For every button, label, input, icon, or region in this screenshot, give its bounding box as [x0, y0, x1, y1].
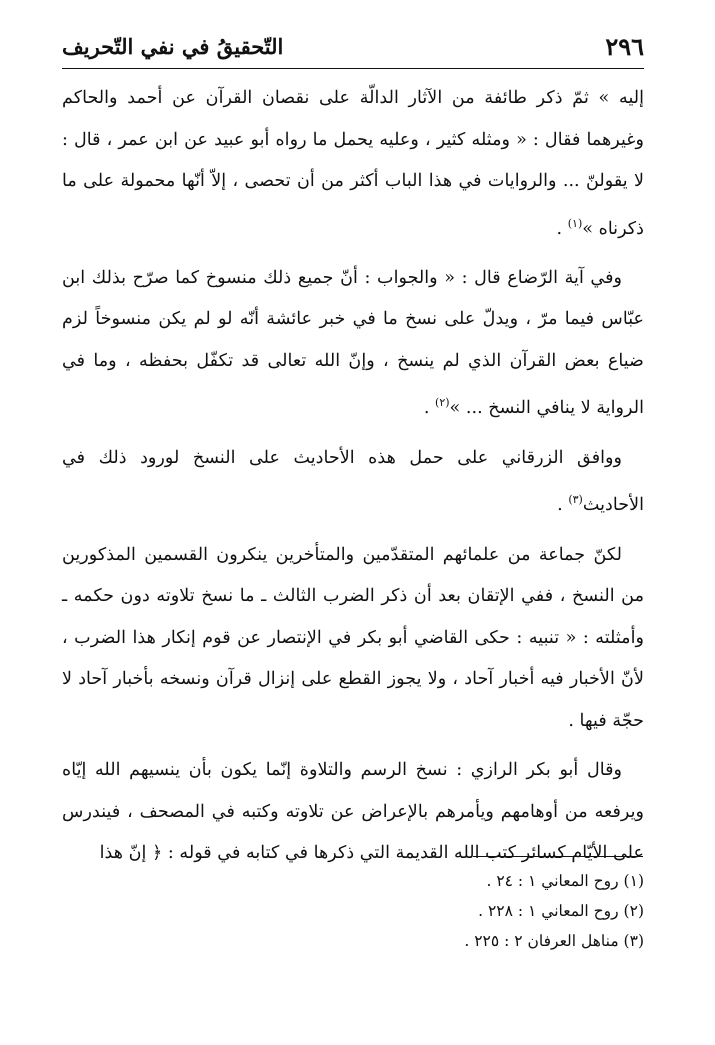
footnotes — [62, 866, 644, 956]
paragraph: لكنّ جماعة من علمائهم المتقدّمين والمتأخرين ينكرون القسمين المذكورين من النسخ ، ففي الإتقان بعد أن ذكر الضرب الثالث ـ ما نسخ تلاوته دون حكمه ـ وأمثلته : « تنبيه : حكى القاضي أبو بكر في الإنتصار عن قوم إنكار هذا الضرب ، لأنّ الأخبار فيه أخبار آحاد ، ولا يجوز القطع على إنزال قرآن ونسخه بأخبار آحاد لا حجّة فيها . — [62, 544, 644, 731]
footnote: (١) روح المعاني ١ : ٢٤ . — [486, 872, 644, 890]
paragraph: وفي آية الرّضاع قال : « والجواب : أنّ جميع ذلك منسوخ كما صرّح بذلك ابن عبّاس فيما مرّ ، ويدلّ على نسخ ما في خبر عائشة أنّه لو لم يكن منسوخاً لزم ضياع بعض القرآن الذي لم ينسخ ، وإنّ الله تعالى قد تكفّل بحفظه ، وما في الرواية لا ينافي النسخ ... »$^{(٢)}$ . — [62, 267, 644, 419]
page-number: ٢٩٦ — [605, 32, 644, 61]
main-text — [62, 78, 644, 875]
footnote: (٢) روح المعاني ١ : ٢٢٨ . — [478, 902, 644, 920]
footnote-separator — [473, 856, 643, 857]
running-title: التّحقيقُ في نفي التّحريف — [62, 34, 284, 59]
footnote: (٣) مناهل العرفان ٢ : ٢٢٥ . — [464, 932, 644, 950]
paragraph: إليه » ثمّ ذكر طائفة من الآثار الدالّة على نقصان القرآن عن أحمد والحاكم وغيرهما فقال : « ومثله كثير ، وعليه يحمل ما رواه أبو عبيد عن ابن عمر ، قال : لا يقولنّ ... والروايات في هذا الباب أكثر من أن تحصى ، إلاّ أنّها محمولة على ما ذكرناه »$^{(١)}$ . — [62, 88, 644, 239]
page-header — [62, 30, 644, 69]
paragraph: ووافق الزرقاني على حمل هذه الأحاديث على النسخ لورود ذلك في الأحاديث$^{(٣)}$ . — [62, 447, 644, 516]
paragraph: وقال أبو بكر الرازي : نسخ الرسم والتلاوة إنّما يكون بأن ينسيهم الله إيّاه ويرفعه من أوهامهم ويأمرهم بالإعراض عن تلاوته وكتبه في المصحف ، فيندرس على الأيّام كسائر كتب الله القديمة التي ذكرها في كتابه في قوله : ﴿ إنّ هذا — [62, 760, 644, 864]
